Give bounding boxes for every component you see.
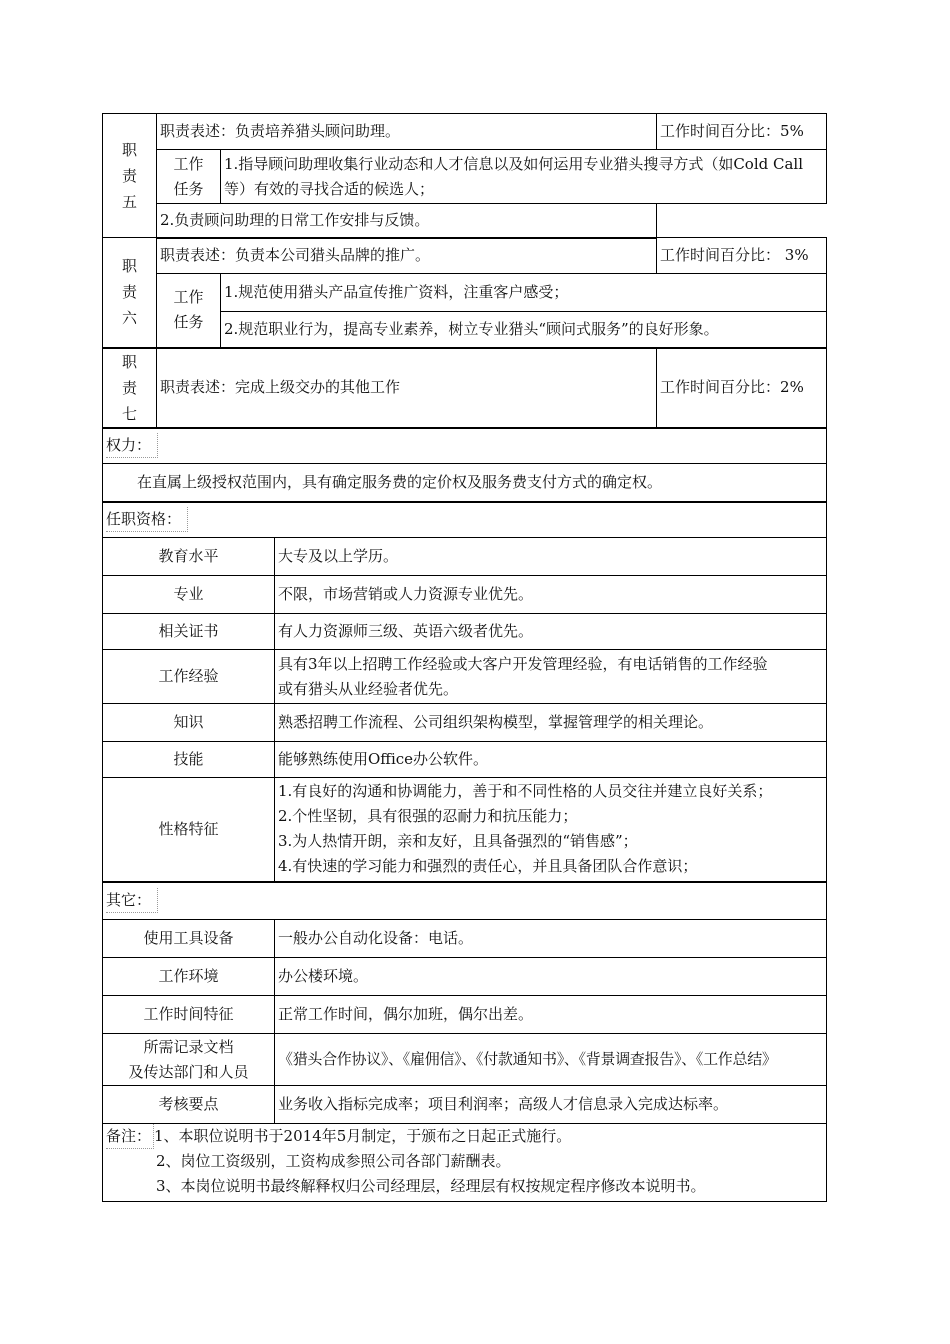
authority-section-title xyxy=(103,428,827,464)
notes-title: 备注： xyxy=(106,1124,154,1149)
qualifications-section-title xyxy=(103,502,827,538)
qualification-label: 工作经验 xyxy=(103,650,275,704)
qualification-row-experience xyxy=(103,650,827,704)
duty-6-statement: 职责表述：负责本公司猎头品牌的推广。 xyxy=(157,238,657,274)
duty-6-task-label-text: 工作任务 xyxy=(173,288,204,332)
qualification-row-education xyxy=(103,538,827,576)
notes-section xyxy=(103,1124,827,1202)
job-description-table xyxy=(102,113,827,1202)
experience-line-1: 具有3年以上招聘工作经验或大客户开发管理经验，有电话销售的工作经验 xyxy=(278,654,768,673)
qualification-label: 专业 xyxy=(103,576,275,614)
documents-label-line-1: 所需记录文档 xyxy=(143,1037,234,1056)
qualification-value: 熟悉招聘工作流程、公司组织架构模型，掌握管理学的相关理论。 xyxy=(275,704,827,742)
qualification-row-knowledge xyxy=(103,704,827,742)
other-title: 其它： xyxy=(106,888,158,913)
duty-7-statement: 职责表述：完成上级交办的其他工作 xyxy=(157,348,657,428)
other-value: 一般办公自动化设备：电话。 xyxy=(275,920,827,958)
duty-5-label xyxy=(103,114,157,238)
duty-6-task-label xyxy=(157,274,221,348)
duty-7-percent: 工作时间百分比：2% xyxy=(657,348,827,428)
other-value: 业务收入指标完成率；项目利润率；高级人才信息录入完成达标率。 xyxy=(275,1086,827,1124)
qualification-value: 能够熟练使用Office办公软件。 xyxy=(275,742,827,778)
duty-6-label-text: 职责六 xyxy=(121,257,137,328)
qualification-row-major xyxy=(103,576,827,614)
duty-6-task-1: 1.规范使用猎头产品宣传推广资料，注重客户感受； xyxy=(221,274,827,312)
duty-6-task-2: 2.规范职业行为，提高专业素养，树立专业猎头“顾问式服务”的良好形象。 xyxy=(221,312,827,348)
personality-line-2: 2.个性坚韧，具有很强的忍耐力和抗压能力； xyxy=(278,807,578,826)
qualifications-title: 任职资格： xyxy=(106,507,188,532)
qualification-label: 相关证书 xyxy=(103,614,275,650)
other-value: 正常工作时间，偶尔加班，偶尔出差。 xyxy=(275,996,827,1034)
note-item-3: 3、本岗位说明书最终解释权归公司经理层，经理层有权按规定程序修改本说明书。 xyxy=(156,1177,706,1195)
other-label: 使用工具设备 xyxy=(103,920,275,958)
duty-5-task-label-text: 工作任务 xyxy=(173,154,204,198)
duty-5-task-label xyxy=(157,150,221,204)
qualification-value: 不限，市场营销或人力资源专业优先。 xyxy=(275,576,827,614)
other-row-documents xyxy=(103,1034,827,1086)
duty-5-task-1: 1.指导顾问助理收集行业动态和人才信息以及如何运用专业猎头搜寻方式（如Cold Call等）有效的寻找合适的候选人； xyxy=(221,150,827,204)
other-row-work-time xyxy=(103,996,827,1034)
qualification-row-personality xyxy=(103,778,827,882)
qualification-value: 大专及以上学历。 xyxy=(275,538,827,576)
note-item-2: 2、岗位工资级别，工资构成参照公司各部门薪酬表。 xyxy=(156,1152,511,1170)
other-label xyxy=(103,1034,275,1086)
qualification-label: 知识 xyxy=(103,704,275,742)
note-item-1: 1、本职位说明书于2014年5月制定，于颁布之日起正式施行。 xyxy=(154,1127,572,1145)
duty-5-task-2: 2.负责顾问助理的日常工作安排与反馈。 xyxy=(157,204,657,238)
job-description-document xyxy=(102,113,826,1202)
authority-text: 在直属上级授权范围内，具有确定服务费的定价权及服务费支付方式的确定权。 xyxy=(103,464,827,502)
qualification-row-skills xyxy=(103,742,827,778)
personality-line-1: 1.有良好的沟通和协调能力，善于和不同性格的人员交往并建立良好关系； xyxy=(278,782,773,801)
qualification-value: 有人力资源师三级、英语六级者优先。 xyxy=(275,614,827,650)
other-row-environment xyxy=(103,958,827,996)
authority-title: 权力： xyxy=(106,433,158,458)
documents-label-line-2: 及传达部门和人员 xyxy=(128,1062,249,1081)
qualification-row-certificates xyxy=(103,614,827,650)
other-row-assessment xyxy=(103,1086,827,1124)
qualification-value xyxy=(275,650,827,704)
qualification-label: 教育水平 xyxy=(103,538,275,576)
other-value: 办公楼环境。 xyxy=(275,958,827,996)
duty-5-statement: 职责表述：负责培养猎头顾问助理。 xyxy=(157,114,657,150)
other-row-tools xyxy=(103,920,827,958)
duty-6-percent: 工作时间百分比： 3% xyxy=(657,238,827,274)
other-label: 工作时间特征 xyxy=(103,996,275,1034)
personality-line-4: 4.有快速的学习能力和强烈的责任心，并且具备团队合作意识； xyxy=(278,857,698,876)
other-section-title xyxy=(103,882,827,920)
experience-line-2: 或有猎头从业经验者优先。 xyxy=(278,679,459,698)
duty-6-label xyxy=(103,238,157,348)
other-label: 工作环境 xyxy=(103,958,275,996)
qualification-label: 技能 xyxy=(103,742,275,778)
other-label: 考核要点 xyxy=(103,1086,275,1124)
duty-5-percent: 工作时间百分比：5% xyxy=(657,114,827,150)
duty-7-label-text: 职责七 xyxy=(121,352,137,423)
duty-7-label xyxy=(103,348,157,428)
qualification-label: 性格特征 xyxy=(103,778,275,882)
qualification-value xyxy=(275,778,827,882)
other-value: 《猎头合作协议》、《雇佣信》、《付款通知书》、《背景调查报告》、《工作总结》 xyxy=(275,1034,827,1086)
personality-line-3: 3.为人热情开朗，亲和友好，且具备强烈的“销售感”； xyxy=(278,832,638,851)
duty-5-label-text: 职责五 xyxy=(121,140,137,211)
